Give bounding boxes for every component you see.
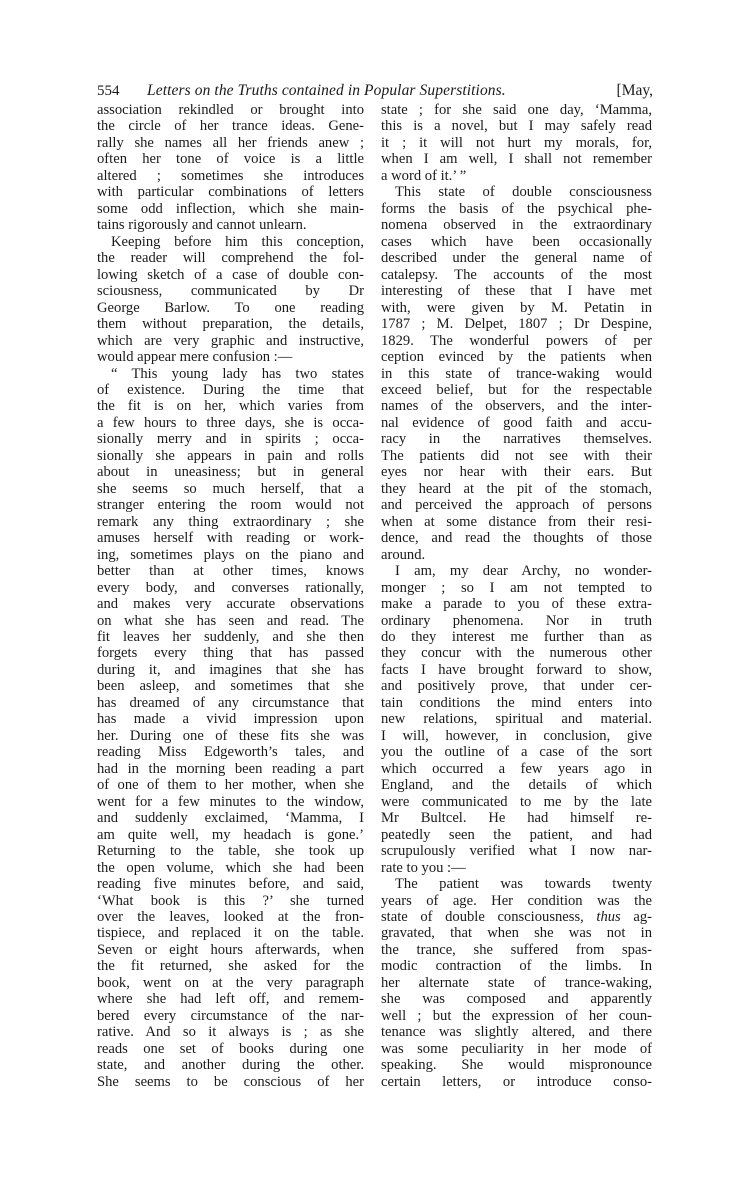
text-line: She seems to be conscious of her xyxy=(97,1073,364,1090)
text-line: the fit returned, she asked for the xyxy=(97,958,364,975)
text-line: forms the basis of the psychical phe- xyxy=(381,200,652,217)
text-line: they concur with the numerous other xyxy=(381,645,652,662)
text-line: went for a few minutes to the window, xyxy=(97,793,364,810)
text-line: eyes nor hear with their ears. But xyxy=(381,464,652,481)
text-line: well ; but the expression of her coun- xyxy=(381,1007,652,1024)
text-line: speaking. She would mispronounce xyxy=(381,1057,652,1074)
text-line: reading five minutes before, and said, xyxy=(97,876,364,893)
text-line: remark any thing extraordinary ; she xyxy=(97,513,364,530)
issue-month: [May, xyxy=(616,82,653,99)
text-line: around. xyxy=(381,546,426,563)
running-title: Letters on the Truths contained in Popular Superstitions. xyxy=(147,82,506,99)
text-line: gravated, that when she was not in xyxy=(381,925,652,942)
text-line: reading Miss Edgeworth’s tales, and xyxy=(97,744,364,761)
text-line: had in the morning been reading a part xyxy=(97,760,364,777)
text-line: and suddenly exclaimed, ‘Mamma, I xyxy=(97,810,364,827)
text-line: nal evidence of good faith and accu- xyxy=(381,414,652,431)
text-line: rally she names all her friends anew ; xyxy=(97,134,364,151)
text-line: sciousness, communicated by Dr xyxy=(97,283,364,300)
text-line: them without preparation, the details, xyxy=(97,316,364,333)
text-line: 1787 ; M. Delpet, 1807 ; Dr Despine, xyxy=(381,316,652,333)
text-line: it ; it will not hurt my morals, for, xyxy=(381,134,652,151)
text-line: rate to you :— xyxy=(381,859,466,876)
text-line: am quite well, my headach is gone.’ xyxy=(97,826,364,843)
text-line: state, and another during the other. xyxy=(97,1057,364,1074)
text-line: interesting of these that I have met xyxy=(381,283,652,300)
text-line: has dreamed of any circumstance that xyxy=(97,694,364,711)
text-line: lowing sketch of a case of double con- xyxy=(97,266,364,283)
text-line: England, and the details of which xyxy=(381,777,652,794)
text-line: George Barlow. To one reading xyxy=(97,299,364,316)
text-line: better than at other times, knows xyxy=(97,563,364,580)
text-line: you the outline of a case of the sort xyxy=(381,744,652,761)
text-line: she was composed and apparently xyxy=(381,991,652,1008)
text-line: state of double consciousness, thus ag- xyxy=(381,908,652,925)
text-line: was some peculiarity in her mode of xyxy=(381,1040,652,1057)
text-line: cases which have been occasionally xyxy=(381,233,652,250)
text-line: the circle of her trance ideas. Gene- xyxy=(97,118,364,135)
text-line: make a parade to you of these extra- xyxy=(381,596,652,613)
text-line: they heard at the pit of the stomach, xyxy=(381,480,652,497)
text-line: reads one set of books during one xyxy=(97,1040,364,1057)
text-line: altered ; sometimes she introduces xyxy=(97,167,364,184)
text-line: do they interest me further than as xyxy=(381,629,652,645)
text-line: catalepsy. The accounts of the most xyxy=(381,266,652,283)
text-line: with, were given by M. Petatin in xyxy=(381,299,652,316)
text-line: where she had left off, and remem- xyxy=(97,991,364,1008)
text-line: The patient was towards twenty xyxy=(395,876,652,893)
text-line: often her tone of voice is a little xyxy=(97,151,364,168)
text-line: the fit is on her, which varies from xyxy=(97,398,364,415)
text-line: on what she has seen and read. The xyxy=(97,612,364,629)
text-line: been asleep, and sometimes that she xyxy=(97,678,364,695)
text-line: bered every circumstance of the nar- xyxy=(97,1007,364,1024)
text-line: scrupulously verified what I now nar- xyxy=(381,843,652,860)
text-line: tenance was slightly altered, and there xyxy=(381,1024,652,1041)
text-line: of existence. During the time that xyxy=(97,381,364,398)
text-line: during it, and imagines that she has xyxy=(97,661,364,678)
text-line: a few hours to three days, she is occa- xyxy=(97,414,364,431)
text-line: in this state of trance-waking would xyxy=(381,365,652,382)
text-line: rative. And so it always is ; as she xyxy=(97,1024,364,1041)
text-line: Seven or eight hours afterwards, when xyxy=(97,941,364,958)
text-line: Mr Bultcel. He had himself re- xyxy=(381,810,652,827)
right-column xyxy=(381,102,652,1090)
text-line: with particular combinations of letters xyxy=(97,184,364,201)
text-line: over the leaves, looked at the fron- xyxy=(97,908,364,925)
text-line: nomena observed in the extraordinary xyxy=(381,217,652,234)
text-line: dence, and read the thoughts of those xyxy=(381,530,652,547)
text-line: tispiece, and replaced it on the table. xyxy=(97,925,364,942)
text-line: which occurred a few years ago in xyxy=(381,760,652,777)
text-line: and makes very accurate observations xyxy=(97,596,364,613)
text-line: she seems so much herself, that a xyxy=(97,480,364,497)
text-line: some odd inflection, which she main- xyxy=(97,200,364,217)
page-number: 554 xyxy=(97,83,120,99)
text-line: monger ; so I am not tempted to xyxy=(381,579,652,596)
text-line: forgets every thing that has passed xyxy=(97,645,364,662)
text-line: association rekindled or brought into xyxy=(97,102,364,118)
text-line: the reader will comprehend the fol- xyxy=(97,250,364,267)
text-line: ception evinced by the patients when xyxy=(381,349,652,366)
text-line: Returning to the table, she took up xyxy=(97,843,364,860)
text-line: racy in the narratives themselves. xyxy=(381,431,652,448)
text-line: this is a novel, but I may safely read xyxy=(381,118,652,135)
text-line: and positively prove, that under cer- xyxy=(381,678,652,695)
text-line: ‘What book is this ?’ she turned xyxy=(97,892,364,909)
text-line: a word of it.’ ” xyxy=(381,167,467,184)
text-line: I will, however, in conclusion, give xyxy=(381,727,652,744)
text-line: sionally merry and in spirits ; occa- xyxy=(97,431,364,448)
text-line: “ This young lady has two states xyxy=(111,365,364,382)
text-line: facts I have brought forward to show, xyxy=(381,661,652,678)
text-line: which are very graphic and instructive, xyxy=(97,332,364,349)
text-line: tain conditions the mind enters into xyxy=(381,694,652,711)
text-line: has made a vivid impression upon xyxy=(97,711,364,728)
text-line: book, went on at the very paragraph xyxy=(97,974,364,991)
running-header xyxy=(97,82,653,100)
text-line: tains rigorously and cannot unlearn. xyxy=(97,217,307,234)
text-line: names of the observers, and the inter- xyxy=(381,398,652,415)
text-line: Keeping before him this conception, xyxy=(111,233,364,250)
text-line: fit leaves her suddenly, and she then xyxy=(97,629,364,645)
text-line: when at some distance from their resi- xyxy=(381,513,652,530)
text-line: stranger entering the room would not xyxy=(97,497,364,514)
text-line: This state of double consciousness xyxy=(395,184,652,201)
text-line: described under the general name of xyxy=(381,250,652,267)
text-line: ordinary phenomena. Nor in truth xyxy=(381,612,652,629)
text-line: when I am well, I shall not remember xyxy=(381,151,652,168)
text-line: I am, my dear Archy, no wonder- xyxy=(395,563,652,580)
left-column xyxy=(97,102,364,1090)
text-line: ing, sometimes plays on the piano and xyxy=(97,546,364,563)
text-line: would appear mere confusion :— xyxy=(97,349,293,366)
text-line: about in uneasiness; but in general xyxy=(97,464,364,481)
text-line: peatedly seen the patient, and had xyxy=(381,826,652,843)
text-line: and perceived the approach of persons xyxy=(381,497,652,514)
text-line: the open volume, which she had been xyxy=(97,859,364,876)
text-line: state ; for she said one day, ‘Mamma, xyxy=(381,102,652,118)
text-line: modic contraction of the limbs. In xyxy=(381,958,652,975)
text-line: her. During one of these fits she was xyxy=(97,727,364,744)
text-line: the trance, she suffered from spas- xyxy=(381,941,652,958)
text-line: exceed belief, but for the respectable xyxy=(381,381,652,398)
text-line: every body, and converses rationally, xyxy=(97,579,364,596)
text-line: certain letters, or introduce conso- xyxy=(381,1073,652,1090)
text-line: of one of them to her mother, when she xyxy=(97,777,364,794)
text-line: 1829. The wonderful powers of per xyxy=(381,332,652,349)
text-line: amuses herself with reading or work- xyxy=(97,530,364,547)
text-line: her alternate state of trance-waking, xyxy=(381,974,652,991)
text-line: years of age. Her condition was the xyxy=(381,892,652,909)
text-line: new relations, spiritual and material. xyxy=(381,711,652,728)
text-line: The patients did not see with their xyxy=(381,447,652,464)
text-line: were communicated to me by the late xyxy=(381,793,652,810)
text-line: sionally she appears in pain and rolls xyxy=(97,447,364,464)
